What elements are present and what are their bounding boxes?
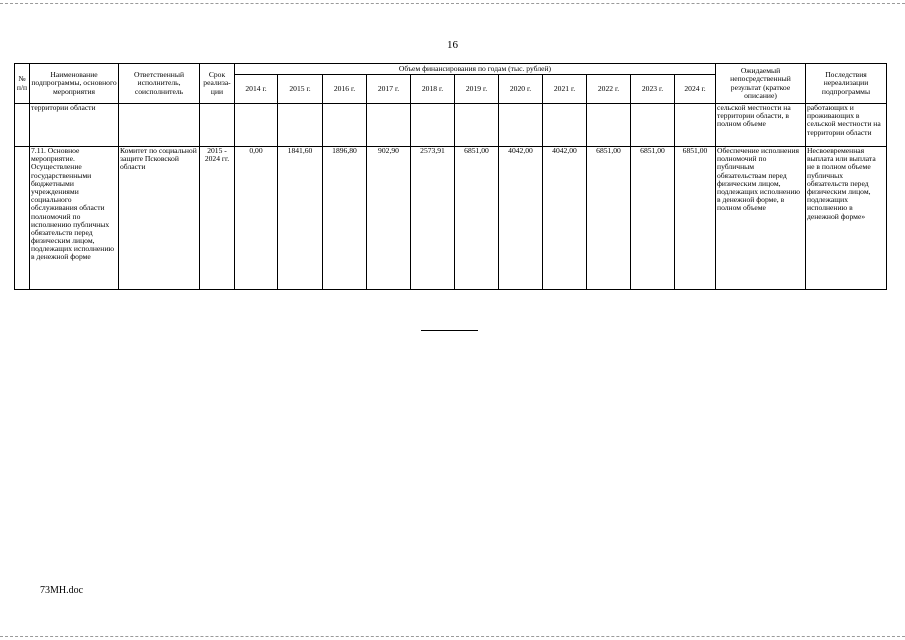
row-value: 4042,00 — [543, 147, 587, 290]
continuation-name: территории области — [30, 104, 119, 147]
continuation-result: сельской местности на территории области, в полном объеме — [716, 104, 806, 147]
row-value: 2573,91 — [411, 147, 455, 290]
header-result: Ожидаемый непосредственный результат (краткое описание) — [716, 64, 806, 104]
row-consequences: Несвоевременная выплата или выплата не в полном объеме публичных обязательств перед физическим лицом, подлежащих исполнению в денежной форме» — [806, 147, 887, 290]
header-year: 2023 г. — [631, 75, 675, 104]
header-year: 2014 г. — [235, 75, 278, 104]
header-executor: Ответственный исполнитель, соисполнитель — [119, 64, 200, 104]
header-year: 2019 г. — [455, 75, 499, 104]
row-value: 6851,00 — [631, 147, 675, 290]
scan-edge-bottom — [0, 636, 905, 637]
header-funding: Объем финансирования по годам (тыс. рублей) — [235, 64, 716, 75]
header-year: 2016 г. — [323, 75, 367, 104]
header-num: № п/п — [15, 64, 30, 104]
row-executor: Комитет по социальной защите Псковской области — [119, 147, 200, 290]
header-row-1 — [15, 64, 887, 75]
row-value: 1841,60 — [278, 147, 323, 290]
row-term: 2015 - 2024 гг. — [200, 147, 235, 290]
row-value: 4042,00 — [499, 147, 543, 290]
header-year: 2021 г. — [543, 75, 587, 104]
row-value: 1896,80 — [323, 147, 367, 290]
header-year: 2022 г. — [587, 75, 631, 104]
row-value: 6851,00 — [675, 147, 716, 290]
header-year: 2017 г. — [367, 75, 411, 104]
funding-table — [14, 63, 887, 290]
section-divider — [421, 330, 478, 331]
header-year: 2020 г. — [499, 75, 543, 104]
header-year: 2015 г. — [278, 75, 323, 104]
header-year: 2018 г. — [411, 75, 455, 104]
scan-edge-top — [0, 3, 905, 4]
row-value: 6851,00 — [587, 147, 631, 290]
row-value: 6851,00 — [455, 147, 499, 290]
header-consequences: Последствия нереализации подпрограммы — [806, 64, 887, 104]
footer-filename: 73МН.doc — [40, 585, 84, 596]
row-name: 7.11. Основное мероприятие. Осуществление государственными бюджетными учреждениями социального обслуживания области полномочий по исполнению публичных обязательств перед физическим лицом, подлежащих исполнению в денежной форме — [30, 147, 119, 290]
header-year: 2024 г. — [675, 75, 716, 104]
continuation-consequences: работающих и проживающих в сельской местности на территории области — [806, 104, 887, 147]
header-term: Срок реализа-ции — [200, 64, 235, 104]
row-value: 0,00 — [235, 147, 278, 290]
header-name: Наименование подпрограммы, основного мероприятия — [30, 64, 119, 104]
page-number: 16 — [447, 39, 458, 51]
row-result: Обеспечение исполнения полномочий по публичным обязательствам перед физическим лицом, подлежащих исполнению в денежной форме, в полном объеме — [716, 147, 806, 290]
continuation-row — [15, 104, 887, 147]
row-value: 902,90 — [367, 147, 411, 290]
table-row — [15, 147, 887, 290]
